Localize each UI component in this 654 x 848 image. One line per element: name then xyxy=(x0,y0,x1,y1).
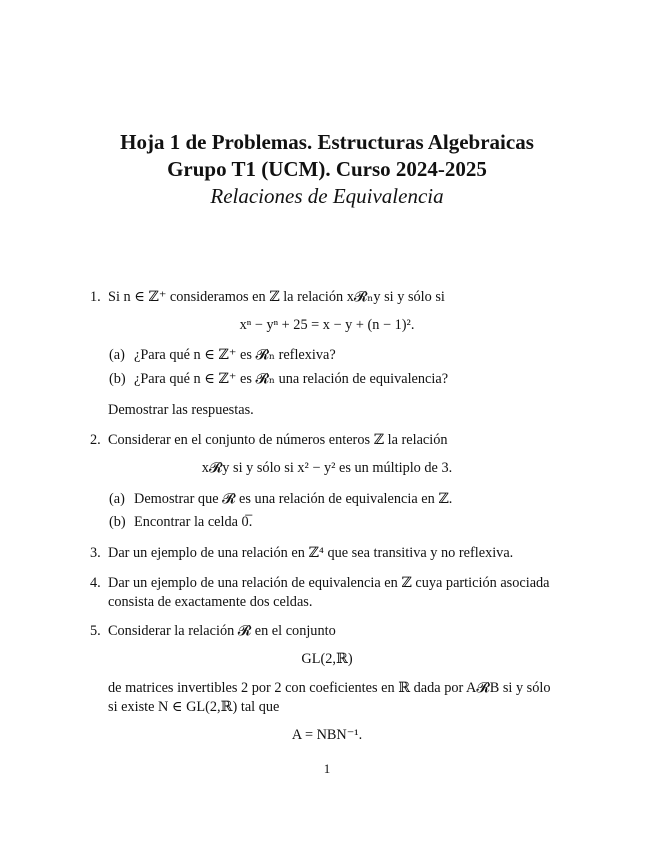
problem-4-number: 4. xyxy=(90,575,101,591)
title-line-1: Hoja 1 de Problemas. Estructuras Algebraicas xyxy=(120,130,534,154)
problem-5-intro: Considerar la relación 𝓡 en el conjunto xyxy=(108,623,336,639)
problem-5-body-line-1: de matrices invertibles 2 por 2 con coeficientes en ℝ dada por A𝓡B si y sólo xyxy=(108,680,551,696)
problem-5-set: GL(2,ℝ) xyxy=(301,651,353,667)
problem-4-line-1: Dar un ejemplo de una relación de equivalencia en ℤ cuya partición asociada xyxy=(108,575,550,591)
problem-5-equation: A = NBN⁻¹. xyxy=(291,727,363,743)
problem-4-line-2: consista de exactamente dos celdas. xyxy=(108,594,313,610)
problem-1-closing: Demostrar las respuestas. xyxy=(108,402,254,418)
title-line-2: Grupo T1 (UCM). Curso 2024-2025 xyxy=(167,157,487,181)
problem-2-intro: Considerar en el conjunto de números enteros ℤ la relación xyxy=(108,432,448,448)
problem-2-part-b-label: (b) xyxy=(109,514,126,530)
problem-1-intro: Si n ∈ ℤ⁺ consideramos en ℤ la relación x𝓡ₙy si y sólo si xyxy=(108,289,445,305)
problem-5-body-line-2: si existe N ∈ GL(2,ℝ) tal que xyxy=(108,699,280,715)
problem-2-equation: x𝓡y si y sólo si x² − y² es un múltiplo de 3. xyxy=(201,460,453,476)
page-number: 1 xyxy=(323,761,331,776)
problem-1-number: 1. xyxy=(90,289,101,305)
problem-2-number: 2. xyxy=(90,432,101,448)
problem-3-number: 3. xyxy=(90,545,101,561)
problem-1-part-a-text: ¿Para qué n ∈ ℤ⁺ es 𝓡ₙ reflexiva? xyxy=(134,347,336,363)
problem-5-number: 5. xyxy=(90,623,101,639)
problem-1-part-b-label: (b) xyxy=(109,371,126,387)
problem-2-part-a-text: Demostrar que 𝓡 es una relación de equivalencia en ℤ. xyxy=(134,491,453,507)
problem-1-equation: xⁿ − yⁿ + 25 = x − y + (n − 1)². xyxy=(239,317,415,333)
problem-1-part-b-text: ¿Para qué n ∈ ℤ⁺ es 𝓡ₙ una relación de equivalencia? xyxy=(134,371,449,387)
subtitle: Relaciones de Equivalencia xyxy=(210,184,444,208)
problem-1-part-a-label: (a) xyxy=(109,347,125,363)
problem-2-part-a-label: (a) xyxy=(109,491,125,507)
problem-2-part-b-text: Encontrar la celda 0̅. xyxy=(134,514,253,530)
problem-3-text: Dar un ejemplo de una relación en ℤ⁴ que sea transitiva y no reflexiva. xyxy=(108,545,514,561)
